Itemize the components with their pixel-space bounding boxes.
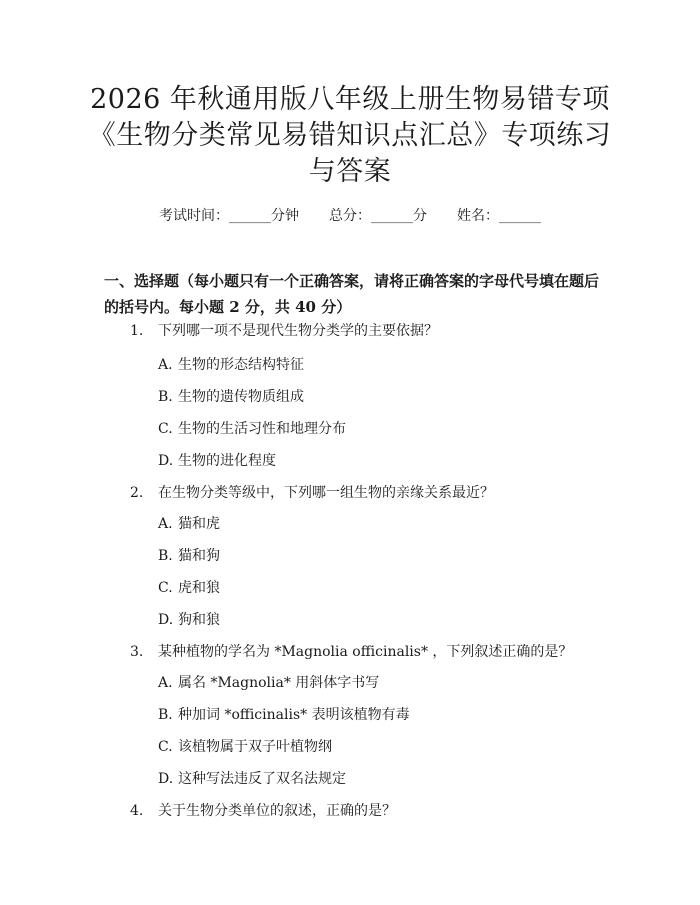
option-text: 生物的生活习性和地理分布: [178, 421, 346, 437]
exam-time: 考试时间：______分钟: [159, 208, 299, 224]
option-1b: [158, 386, 304, 406]
document-title: [70, 82, 630, 190]
question-number: 4.: [130, 803, 144, 819]
option-letter: D.: [158, 453, 174, 469]
option-text: 猫和狗: [178, 548, 220, 564]
exam-score: 总分：______分: [329, 208, 427, 224]
question-number: 3.: [130, 644, 144, 660]
option-text: 虎和狼: [178, 580, 220, 596]
option-letter: C.: [158, 580, 173, 596]
question-number: 1.: [130, 323, 144, 339]
option-text: 种加词 *officinalis* 表明该植物有毒: [178, 707, 410, 723]
option-text: 这种写法违反了双名法规定: [178, 771, 346, 787]
option-text: 属名 *Magnolia* 用斜体字书写: [178, 675, 380, 691]
option-letter: A.: [158, 675, 173, 691]
question-text: 下列哪一项不是现代生物分类学的主要依据？: [158, 323, 438, 339]
question-3: [130, 641, 572, 661]
option-3b: [158, 704, 410, 724]
option-3d: [158, 768, 346, 788]
question-1: [130, 320, 438, 340]
option-letter: D.: [158, 771, 174, 787]
option-text: 生物的遗传物质组成: [178, 389, 304, 405]
option-letter: A.: [158, 357, 173, 373]
title-line-1: 2026 年秋通用版八年级上册生物易错专项: [90, 84, 610, 115]
option-letter: B.: [158, 707, 173, 723]
section-heading: 一、选择题（每小题只有一个正确答案，请将正确答案的字母代号填在题后的括号内。每小题 2 分，共 40 分）: [104, 272, 600, 316]
question-2: [130, 482, 494, 502]
option-text: 猫和虎: [178, 516, 220, 532]
question-4: [130, 800, 396, 820]
question-text: 某种植物的学名为 *Magnolia officinalis* ，下列叙述正确的是？: [158, 644, 573, 660]
title-line-2: 《生物分类常见易错知识点汇总》专项练习: [88, 120, 612, 151]
option-2c: [158, 577, 220, 597]
option-letter: C.: [158, 739, 173, 755]
question-number: 2.: [130, 485, 144, 501]
question-text: 关于生物分类单位的叙述，正确的是？: [158, 803, 396, 819]
option-3c: [158, 736, 332, 756]
option-2d: [158, 609, 220, 629]
question-text: 在生物分类等级中，下列哪一组生物的亲缘关系最近？: [158, 485, 494, 501]
option-text: 狗和狼: [178, 612, 220, 628]
option-1a: [158, 354, 304, 374]
exam-name: 姓名：______: [457, 208, 541, 224]
option-3a: [158, 672, 379, 692]
option-2b: [158, 545, 220, 565]
option-1d: [158, 450, 276, 470]
title-line-3: 与答案: [308, 156, 392, 187]
option-letter: B.: [158, 548, 173, 564]
option-1c: [158, 418, 346, 438]
option-letter: A.: [158, 516, 173, 532]
option-text: 该植物属于双子叶植物纲: [178, 739, 332, 755]
option-letter: C.: [158, 421, 173, 437]
option-letter: B.: [158, 389, 173, 405]
exam-info: [0, 205, 700, 225]
option-text: 生物的形态结构特征: [178, 357, 304, 373]
option-2a: [158, 513, 220, 533]
option-text: 生物的进化程度: [178, 453, 276, 469]
option-letter: D.: [158, 612, 174, 628]
